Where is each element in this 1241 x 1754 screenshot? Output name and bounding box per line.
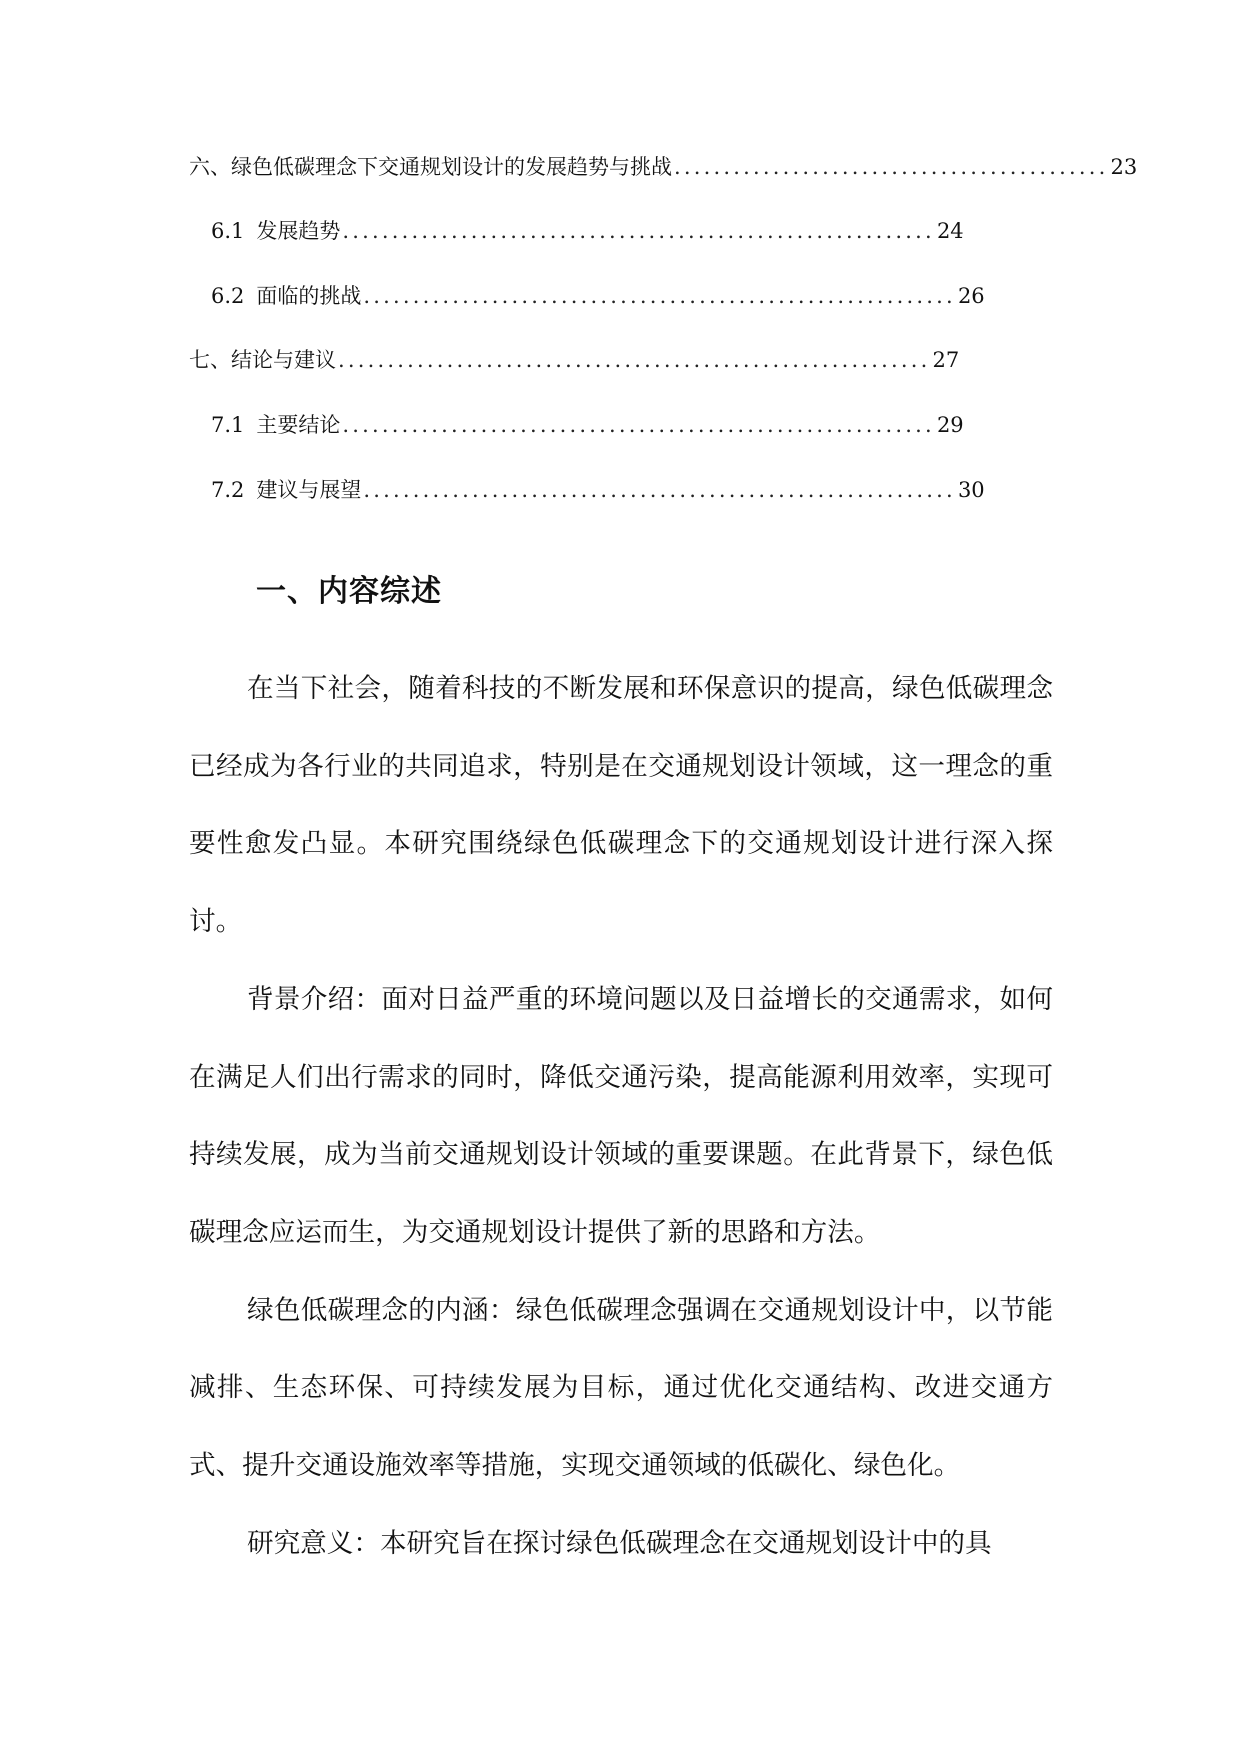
toc-dot-leader: ............................................................: [338, 348, 931, 372]
toc-entry-chapter-7[interactable]: [189, 346, 960, 374]
toc-dot-leader: ............................................................: [342, 219, 935, 243]
toc-entry-number: 7.2: [211, 478, 245, 502]
toc-page-number: 24: [936, 219, 964, 243]
paragraph-background: 背景介绍：面对日益严重的环境问题以及日益增长的交通需求，如何在满足人们出行需求的同时，降低交通污染，提高能源利用效率，实现可持续发展，成为当前交通规划设计领域的重要课题。在此背景下，绿色低碳理念应运而生，为交通规划设计提供了新的思路和方法。: [189, 983, 1053, 1248]
section-heading: 一、内容综述: [256, 574, 442, 609]
paragraph-concept: 绿色低碳理念的内涵：绿色低碳理念强调在交通规划设计中，以节能减排、生态环保、可持续发展为目标，通过优化交通结构、改进交通方式、提升交通设施效率等措施，实现交通领域的低碳化、绿色化。: [189, 1294, 1053, 1482]
body-text: [189, 650, 1053, 1582]
toc-dot-leader: ............................................................: [363, 284, 956, 308]
toc-entry-title: 发展趋势: [256, 219, 341, 243]
toc-entry-7-2[interactable]: [211, 476, 985, 504]
toc-entry-6-1[interactable]: [211, 217, 964, 245]
toc-entry-title: 七、结论与建议: [189, 348, 336, 372]
paragraph-significance: 研究意义：本研究旨在探讨绿色低碳理念在交通规划设计中的具: [247, 1527, 992, 1559]
toc-page-number: 26: [957, 284, 985, 308]
toc-dot-leader: ............................................................: [342, 413, 935, 437]
toc-entry-title: 主要结论: [256, 413, 341, 437]
toc-entry-title: 建议与展望: [256, 478, 362, 502]
paragraph-intro: 在当下社会，随着科技的不断发展和环保意识的提高，绿色低碳理念已经成为各行业的共同追求，特别是在交通规划设计领域，这一理念的重要性愈发凸显。本研究围绕绿色低碳理念下的交通规划设计进行深入探讨。: [189, 673, 1053, 938]
toc-entry-number: 7.1: [211, 413, 245, 437]
toc-entry-6-2[interactable]: [211, 282, 985, 310]
toc-page-number: 23: [1110, 155, 1138, 179]
toc-entry-title: 面临的挑战: [256, 284, 362, 308]
toc-entry-number: 6.2: [211, 284, 245, 308]
toc-dot-leader: ............................................: [674, 155, 1109, 179]
toc-entry-title: 六、绿色低碳理念下交通规划设计的发展趋势与挑战: [189, 155, 672, 179]
toc-page-number: 27: [932, 348, 960, 372]
toc-dot-leader: ............................................................: [363, 478, 956, 502]
toc-page-number: 30: [957, 478, 985, 502]
toc-entry-7-1[interactable]: [211, 411, 964, 439]
toc-entry-chapter-6[interactable]: [189, 153, 1138, 181]
toc-page-number: 29: [936, 413, 964, 437]
toc-entry-number: 6.1: [211, 219, 245, 243]
